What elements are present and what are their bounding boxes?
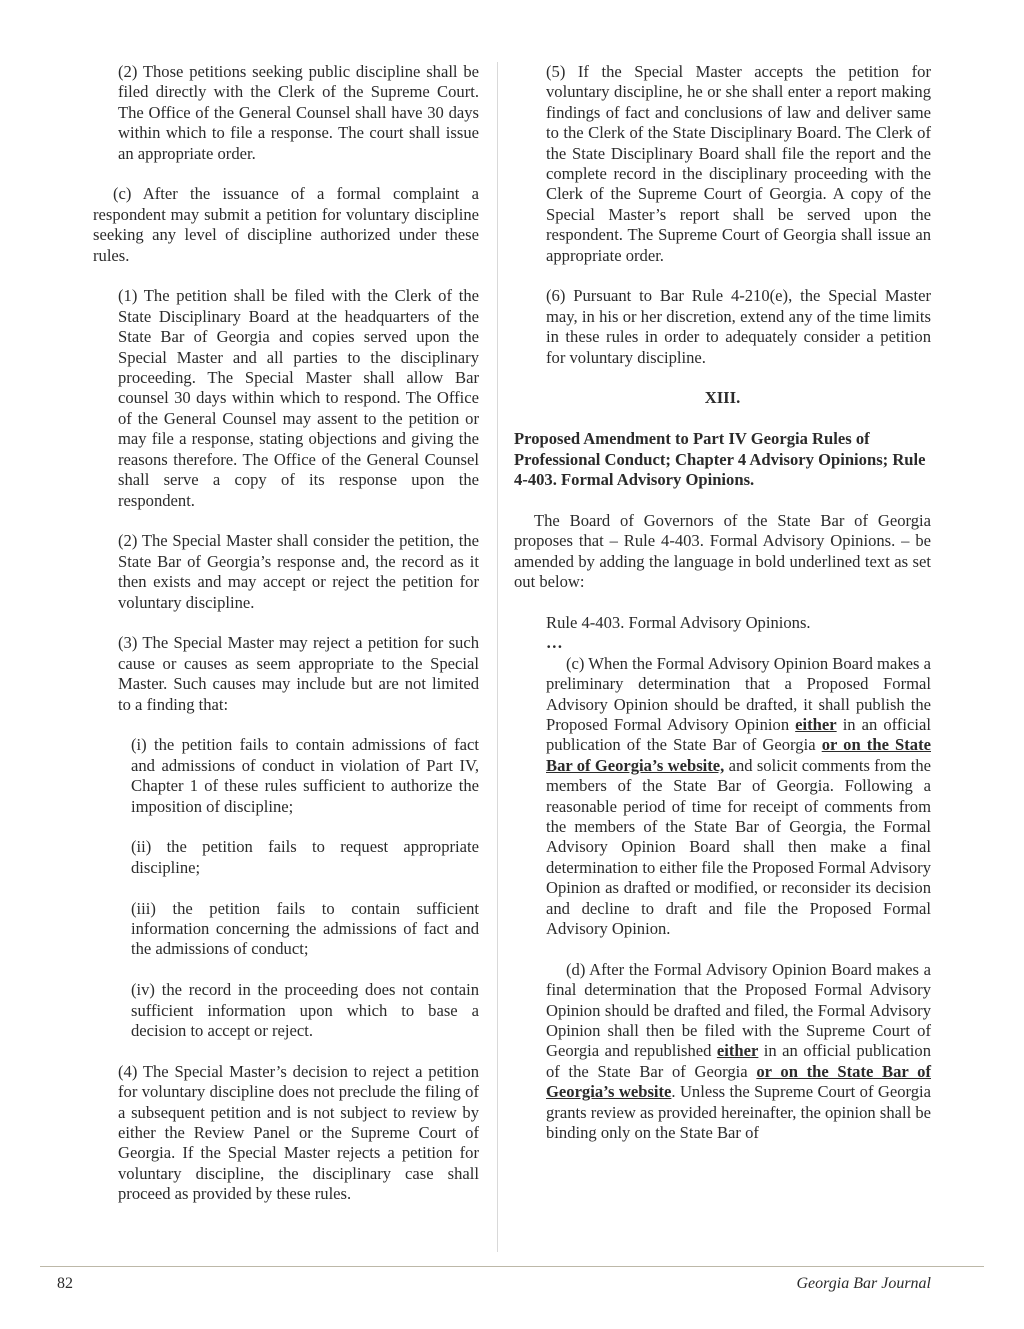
- left-column: [93, 62, 479, 1225]
- section-heading: Proposed Amendment to Part IV Georgia Rules of Professional Conduct; Chapter 4 Advisory Opinions; Rule 4-403. Formal Advisory Opinions.: [514, 429, 926, 490]
- text-run: . Unless the Supreme Court of Georgia grants review as provided hereinafter, the opinion shall be binding only on the State Bar of: [546, 1082, 932, 1143]
- emphasis-website: or on the State Bar of Georgia’s website: [546, 1061, 931, 1102]
- paragraph-c: (c) After the issuance of a formal complaint a respondent may submit a petition for voluntary discipline seeking any level of discipline authorized under these rules.: [93, 184, 479, 265]
- section-number: XIII.: [704, 388, 741, 408]
- rule-title: Rule 4-403. Formal Advisory Opinions.: [546, 612, 811, 632]
- right-column: [514, 62, 931, 1164]
- page-number: 82: [57, 1275, 73, 1292]
- ellipsis: …: [546, 633, 563, 653]
- paragraph-i: (i) the petition fails to contain admissions of fact and admissions of conduct in violation of Part IV, Chapter 1 of these rules sufficient to authorize the imposition of discipline;: [131, 735, 479, 816]
- text-run: and solicit comments from the members of the State Bar of Georgia. Following a reasonable period of time for receipt of comments from the members of the State Bar of Georgia, the Formal Advisory Opinion Board shall then make a final determination to either file the Proposed Formal Advisory Opinion as drafted or modified, or reconsider its decision and decline to draft and file the Proposed Formal Advisory Opinion.: [546, 755, 932, 938]
- paragraph-4: (4) The Special Master’s decision to reject a petition for voluntary discipline does not preclude the filing of a subsequent petition and is not subject to review by either the Review Panel or the Supreme Court of Georgia. If the Special Master rejects a petition for voluntary discipline, the disciplinary case shall proceed as provided by these rules.: [118, 1061, 479, 1204]
- text-run: (c) When the Formal Advisory Opinion Board makes a preliminary determination that a Proposed Formal Advisory Opinion should be drafted, it shall publish the Proposed Formal Advisory Opinion: [546, 653, 931, 734]
- column-divider: [497, 62, 498, 1252]
- text-run: (d) After the Formal Advisory Opinion Board makes a final determination that the Proposed Formal Advisory Opinion should be drafted and filed, the Formal Advisory Opinion shall then be filed with the Supreme Court of Georgia and republished: [546, 959, 931, 1061]
- paragraph-6: (6) Pursuant to Bar Rule 4-210(e), the Special Master may, in his or her discretion, extend any of the time limits in these rules in order to adequately consider a petition for voluntary discipline.: [546, 286, 931, 367]
- journal-name: Georgia Bar Journal: [796, 1275, 931, 1292]
- intro-paragraph: The Board of Governors of the State Bar of Georgia proposes that – Rule 4-403. Formal Advisory Opinions. – be amended by adding the language in bold underlined text as set out below:: [514, 510, 931, 592]
- paragraph-iii: (iii) the petition fails to contain sufficient information concerning the admissions of fact and the admissions of conduct;: [131, 898, 479, 959]
- paragraph-c-rule: [546, 654, 931, 940]
- paragraph-d-rule: [546, 960, 931, 1144]
- paragraph-public-discipline: (2) Those petitions seeking public discipline shall be filed directly with the Clerk of the Supreme Court. The Office of the General Counsel shall have 30 days within which to file a response. The court shall issue an appropriate order.: [118, 62, 479, 163]
- paragraph-5: (5) If the Special Master accepts the petition for voluntary discipline, he or she shall enter a report making findings of fact and conclusions of law and deliver same to the Clerk of the State Disciplinary Board. The Clerk of the State Disciplinary Board shall file the report and the complete record in the disciplinary proceeding with the Clerk of the Supreme Court of Georgia. A copy of the Special Master’s report shall be served upon the respondent. The Supreme Court of Georgia shall issue an appropriate order.: [546, 62, 931, 265]
- text-run: in an official publication of the State Bar of Georgia: [546, 714, 931, 755]
- emphasis-website: or on the State Bar of Georgia’s website,: [546, 735, 931, 775]
- paragraph-3: (3) The Special Master may reject a petition for such cause or causes as seem appropriate to the Special Master. Such causes may include but are not limited to a finding that:: [118, 633, 479, 714]
- paragraph-1: (1) The petition shall be filed with the Clerk of the State Disciplinary Board at the headquarters of the State Bar of Georgia and copies served upon the Special Master and all parties to the disciplinary proceeding. The Special Master shall allow Bar counsel 30 days within which to respond. The Office of the General Counsel may assent to the petition or may file a response, stating objections and giving the reasons therefore. The Office of the General Counsel shall serve a copy of its response upon the respondent.: [118, 286, 479, 510]
- emphasis-either: either: [716, 1041, 759, 1061]
- paragraph-iv: (iv) the record in the proceeding does not contain sufficient information upon which to base a decision to accept or reject.: [131, 980, 479, 1040]
- footer-rule: [40, 1266, 984, 1267]
- paragraph-ii: (ii) the petition fails to request appropriate discipline;: [131, 837, 479, 877]
- text-run: in an official publication of the State Bar of Georgia: [546, 1041, 932, 1081]
- emphasis-either: either: [795, 714, 837, 734]
- paragraph-2: (2) The Special Master shall consider the petition, the State Bar of Georgia’s response and, the record as it then exists and may accept or reject the petition for voluntary discipline.: [118, 531, 479, 612]
